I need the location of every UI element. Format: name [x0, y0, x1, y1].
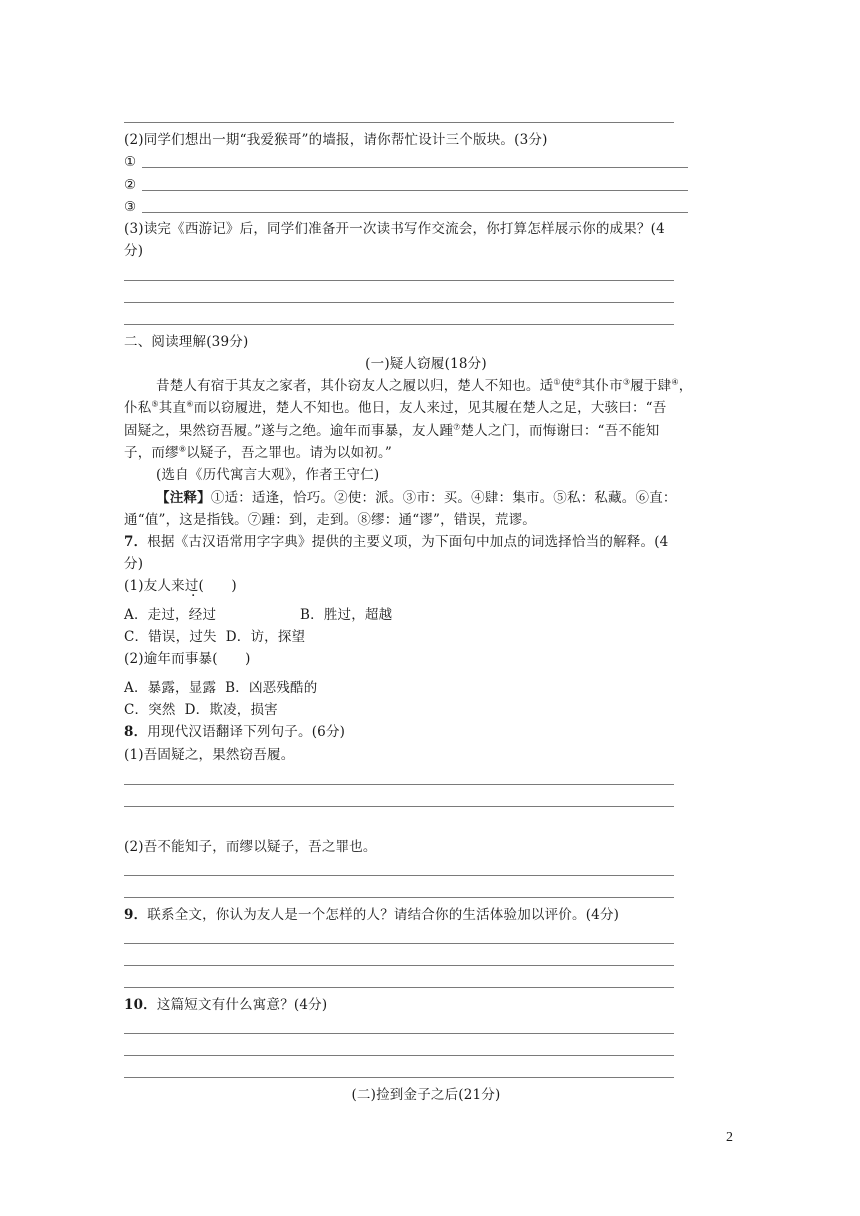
blank-label-3: ③: [124, 199, 137, 215]
annotation-cont: 通“值”，这是指钱。⑦踵：到，走到。⑧缪：通“谬”，错误，荒谬。: [124, 512, 537, 528]
section-heading: 二、阅读理解(39分): [124, 334, 249, 350]
answer-line: [124, 324, 674, 325]
blank-label-1: ①: [124, 154, 137, 170]
answer-line: [124, 1077, 674, 1078]
blank-label-2: ②: [124, 177, 137, 193]
question-number: 10．: [124, 997, 157, 1013]
answer-line: [124, 806, 674, 807]
passage-line: 昔楚人有宿于其友之家者，其仆窃友人之履以归，楚人不知也。适①使②其仆市③履于肆④，: [156, 377, 693, 394]
annotation-label: 【注释】: [156, 490, 211, 506]
question-number: 8．: [124, 724, 148, 740]
q7-option-a2: A．暴露，显露 B．凶恶残酷的: [124, 680, 318, 696]
question-number: 9．: [124, 907, 148, 923]
annotation: 【注释】①适：适逢，恰巧。②使：派。③市：买。④肆：集市。⑤私：私藏。⑥直：: [156, 490, 677, 506]
answer-line: [124, 897, 674, 898]
answer-line: [124, 987, 674, 988]
answer-line: [124, 965, 674, 966]
answer-line: [124, 280, 674, 281]
passage-line: 子，而缪⑧以疑子，吾之罪也。请为以如初。”: [124, 444, 393, 461]
answer-line: [142, 190, 688, 191]
question-2-text: (2)同学们想出一期“我爱猴哥”的墙报，请你帮忙设计三个版块。(3分): [124, 132, 548, 148]
answer-line: [142, 167, 688, 168]
question-7: 7．根据《古汉语常用字字典》提供的主要义项，为下面句中加点的词选择恰当的解释。(4: [124, 534, 669, 550]
q8-sentence-1: (1)吾固疑之，果然窃吾履。: [124, 747, 295, 763]
answer-line: [124, 784, 674, 785]
answer-line: [124, 875, 674, 876]
q7-option-c2: C．突然 D．欺凌，损害: [124, 702, 278, 718]
passage-title: (一)疑人窃履(18分): [365, 356, 487, 372]
q7-sentence-1: (1)友人来过( ): [124, 578, 237, 594]
answer-line: [124, 122, 674, 123]
answer-line: [124, 943, 674, 944]
q7-option-b: B．胜过，超越: [300, 607, 393, 623]
answer-line: [124, 1055, 674, 1056]
passage-line: 固疑之，果然窃吾履。”遂与之绝。逾年而事暴，友人踵⑦楚人之门，而悔谢曰：“吾不能知: [124, 422, 660, 439]
q7-sentence-2: (2)逾年而事暴( ): [124, 651, 251, 667]
answer-line: [142, 212, 688, 213]
page-number: 2: [726, 1130, 733, 1145]
question-10: 10．这篇短文有什么寓意？(4分): [124, 997, 328, 1013]
passage-2-title: (二)捡到金子之后(21分): [351, 1087, 501, 1103]
question-3-text: (3)读完《西游记》后，同学们准备开一次读书写作交流会，你打算怎样展示你的成果？(4: [124, 221, 665, 237]
question-3-text-cont: 分): [124, 243, 144, 259]
answer-line: [124, 302, 674, 303]
question-number: 7．: [124, 534, 148, 550]
q7-option-a: A．走过，经过: [124, 607, 217, 623]
passage-line: 仆私⑤其直⑥而以窃履进，楚人不知也。他日，友人来过，见其履在楚人之足，大骇曰：“吾: [124, 399, 667, 416]
passage-source: (选自《历代寓言大观》，作者王守仁): [156, 467, 380, 483]
q8-sentence-2: (2)吾不能知子，而缪以疑子，吾之罪也。: [124, 839, 377, 855]
question-7-cont: 分): [124, 556, 144, 572]
question-9: 9．联系全文，你认为友人是一个怎样的人？请结合你的生活体验加以评价。(4分): [124, 907, 620, 923]
answer-line: [124, 1033, 674, 1034]
question-8: 8．用现代汉语翻译下列句子。(6分): [124, 724, 346, 740]
q7-option-c: C．错误，过失 D．访，探望: [124, 629, 306, 645]
